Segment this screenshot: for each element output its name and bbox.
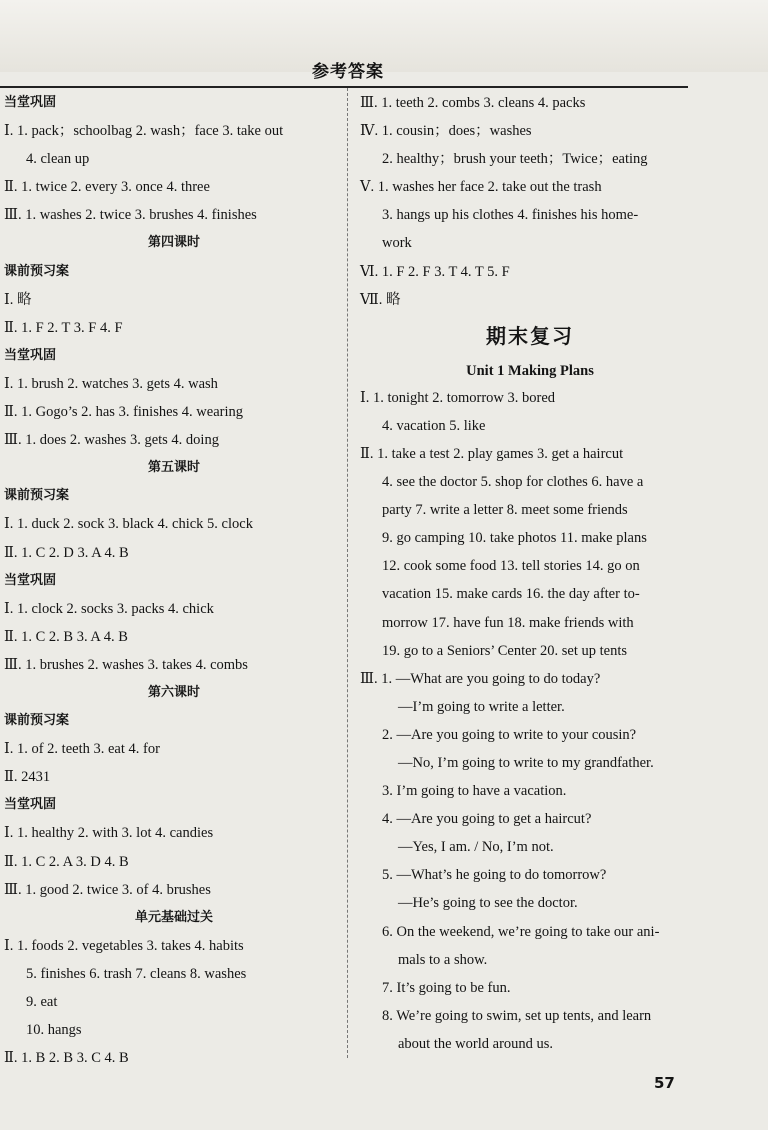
answer-line: Ⅰ. 1. tonight 2. tomorrow 3. bored	[360, 389, 556, 406]
answer-line: Ⅲ. 1. teeth 2. combs 3. cleans 4. packs	[360, 95, 586, 111]
answer-line: Ⅰ. 略	[4, 291, 32, 308]
answer-line: Ⅱ. 1. F 2. T 3. F 4. F	[4, 319, 123, 336]
answer-line: Ⅱ. 1. C 2. D 3. A 4. B	[4, 544, 129, 561]
answer-line: mals to a show.	[398, 951, 488, 968]
answer-line: Ⅰ. 1. healthy 2. with 3. lot 4. candies	[4, 825, 214, 842]
answer-line: Ⅳ. 1. cousin；does；washes	[360, 123, 532, 140]
answer-line: Ⅱ. 1. C 2. B 3. A 4. B	[4, 628, 128, 645]
answer-line: Ⅵ. 1. F 2. F 3. T 4. T 5. F	[360, 263, 510, 280]
section-heading: 课前预习案	[4, 488, 70, 504]
right-column	[360, 89, 700, 1058]
answer-line: 2. —Are you going to write to your cousin?	[382, 726, 637, 743]
section-heading: 单元基础过关	[134, 909, 213, 925]
answer-line: 9. eat	[26, 994, 58, 1010]
answer-line: Ⅰ. 1. of 2. teeth 3. eat 4. for	[4, 741, 160, 758]
answer-line: Ⅰ. 1. foods 2. vegetables 3. takes 4. habits	[4, 937, 244, 954]
answer-line: 10. hangs	[26, 1022, 82, 1039]
right-column-top	[360, 89, 700, 314]
answer-line: Ⅰ. 1. clock 2. socks 3. packs 4. chick	[4, 600, 214, 617]
answer-line: Ⅰ. 1. duck 2. sock 3. black 4. chick 5. clock	[4, 516, 253, 533]
section-heading: 当堂巩固	[4, 797, 57, 813]
answer-line: 5. —What’s he going to do tomorrow?	[382, 867, 607, 884]
answer-line: 4. see the doctor 5. shop for clothes 6. have a	[382, 474, 644, 491]
answer-line: 8. We’re going to swim, set up tents, and learn	[382, 1007, 652, 1024]
answer-line: Ⅱ. 1. take a test 2. play games 3. get a haircut	[360, 445, 624, 462]
answer-line: —Yes, I am. / No, I’m not.	[398, 839, 554, 856]
answer-line: Ⅲ. 1. —What are you going to do today?	[360, 670, 601, 687]
answer-line: Ⅱ. 1. B 2. B 3. C 4. B	[4, 1050, 129, 1067]
answer-line: 5. finishes 6. trash 7. cleans 8. washes	[26, 965, 247, 982]
answer-line: 3. hangs up his clothes 4. finishes his home-	[382, 207, 639, 224]
section-heading: 第五课时	[147, 460, 200, 476]
answer-line: 4. vacation 5. like	[382, 417, 486, 434]
answer-line: Ⅲ. 1. good 2. twice 3. of 4. brushes	[4, 881, 211, 898]
answer-line: Ⅰ. 1. brush 2. watches 3. gets 4. wash	[4, 375, 218, 392]
answer-line: —No, I’m going to write to my grandfather.	[398, 754, 654, 771]
header-rule	[0, 86, 688, 88]
answer-line: —He’s going to see the doctor.	[398, 895, 578, 912]
answer-line: Ⅴ. 1. washes her face 2. take out the trash	[360, 179, 602, 196]
section-heading: 课前预习案	[4, 713, 70, 729]
answer-line: Ⅱ. 2431	[4, 769, 51, 786]
answer-line: morrow 17. have fun 18. make friends with	[382, 614, 634, 631]
answer-line: 7. It’s going to be fun.	[382, 979, 511, 996]
answer-line: work	[382, 235, 412, 252]
page-title: 参考答案	[312, 62, 384, 82]
section-heading: 当堂巩固	[4, 572, 57, 588]
column-divider	[347, 88, 349, 1058]
review-title: 期末复习	[486, 323, 574, 348]
answer-line: 9. go camping 10. take photos 11. make plans	[382, 530, 647, 547]
answer-line: 4. —Are you going to get a haircut?	[382, 811, 592, 828]
answer-line: 2. healthy；brush your teeth；Twice；eating	[382, 151, 648, 168]
section-heading: 第四课时	[147, 235, 200, 251]
section-heading: 当堂巩固	[4, 95, 57, 110]
answer-line: —I’m going to write a letter.	[398, 698, 565, 715]
answer-line: Ⅲ. 1. does 2. washes 3. gets 4. doing	[4, 432, 219, 449]
unit-title: Unit 1 Making Plans	[466, 362, 594, 379]
answer-line: Ⅲ. 1. brushes 2. washes 3. takes 4. combs	[4, 656, 248, 673]
answer-line: Ⅲ. 1. washes 2. twice 3. brushes 4. finishes	[4, 207, 257, 224]
section-heading: 第六课时	[147, 684, 200, 700]
right-column-bottom	[360, 384, 700, 1058]
answer-line: 4. clean up	[26, 151, 90, 168]
answer-line: Ⅰ. 1. pack；schoolbag 2. wash；face 3. take out	[4, 123, 284, 140]
left-column	[4, 89, 344, 1072]
answer-line: 3. I’m going to have a vacation.	[382, 783, 567, 800]
answer-line: 6. On the weekend, we’re going to take our ani-	[382, 923, 660, 940]
answer-line: Ⅶ. 略	[360, 291, 401, 308]
page-number: 57	[654, 1074, 675, 1092]
answer-line: vacation 15. make cards 16. the day after to-	[382, 586, 640, 603]
answer-line: 12. cook some food 13. tell stories 14. go on	[382, 558, 640, 575]
answer-line: about the world around us.	[398, 1035, 554, 1052]
answer-line: Ⅱ. 1. C 2. A 3. D 4. B	[4, 853, 129, 870]
answer-line: Ⅱ. 1. Gogo’s 2. has 3. finishes 4. wearing	[4, 404, 244, 421]
answer-line: party 7. write a letter 8. meet some friends	[382, 502, 628, 519]
answer-line: 19. go to a Seniors’ Center 20. set up tents	[382, 642, 627, 659]
answer-line: Ⅱ. 1. twice 2. every 3. once 4. three	[4, 179, 210, 196]
section-heading: 课前预习案	[4, 263, 70, 279]
section-heading: 当堂巩固	[4, 347, 57, 363]
